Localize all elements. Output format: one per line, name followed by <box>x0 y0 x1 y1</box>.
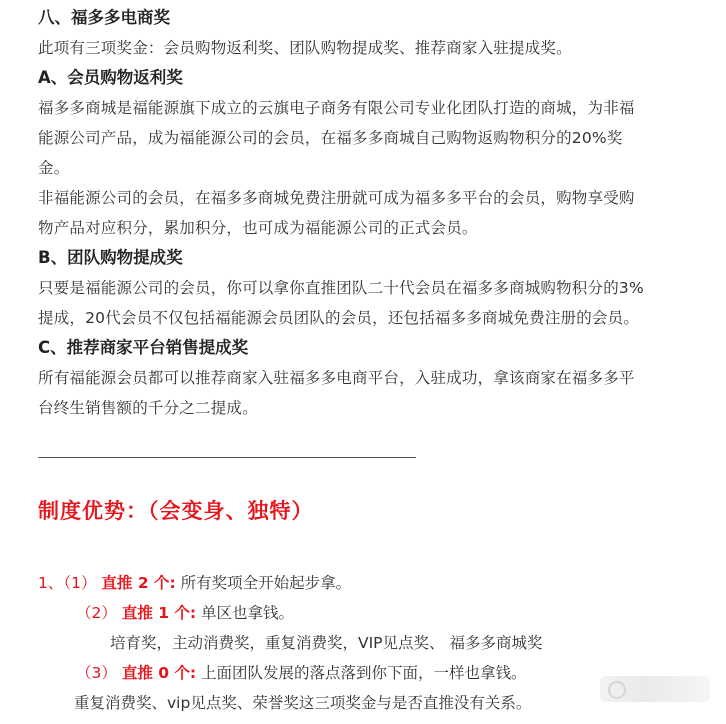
watermark-circle-icon <box>608 681 626 699</box>
item-3-text: 上面团队发展的落点落到你下面，一样也拿钱。 <box>201 664 527 682</box>
item-1-key: 直推 2 个: <box>101 574 176 592</box>
item-3-key: 直推 0 个: <box>121 664 197 682</box>
section-8-intro: 此项有三项奖金：会员购物返利奖、团队购物提成奖、推荐商家入驻提成奖。 <box>38 39 572 57</box>
blurred-watermark <box>600 676 710 702</box>
section-8-title: 八、福多多电商奖 <box>38 8 170 27</box>
item-2-number: （2） <box>76 604 117 622</box>
section-a-para2-line2: 物产品对应积分，累加积分，也可成为福能源公司的正式会员。 <box>38 219 478 237</box>
item-2-text: 单区也拿钱。 <box>201 604 295 622</box>
section-b-title: B、团队购物提成奖 <box>38 248 183 267</box>
section-c-line2: 台终生销售额的千分之二提成。 <box>38 399 258 417</box>
section-a-title: A、会员购物返利奖 <box>38 68 183 87</box>
advantage-title: 制度优势：（会变身、独特） <box>38 499 314 523</box>
item-2-key: 直推 1 个: <box>121 604 197 622</box>
section-a-para2-line1: 非福能源公司的会员，在福多多商城免费注册就可成为福多多平台的会员，购物享受购 <box>38 189 635 207</box>
section-a-para1-line3: 金。 <box>38 159 70 177</box>
item-1-number: 1、（1） <box>38 574 97 592</box>
article-content <box>38 0 708 718</box>
advantage-item-1 <box>38 568 708 598</box>
divider-line <box>38 457 416 458</box>
advantage-item-2-sub: 培育奖，主动消费奖，重复消费奖，VIP见点奖、 福多多商城奖 <box>110 634 543 652</box>
section-c-title: C、推荐商家平台销售提成奖 <box>38 338 249 357</box>
section-b-line2: 提成，20代会员不仅包括福能源会员团队的会员，还包括福多多商城免费注册的会员。 <box>38 309 640 327</box>
item-3-number: （3） <box>76 664 117 682</box>
section-b-line1: 只要是福能源公司的会员，你可以拿你直推团队二十代会员在福多多商城购物积分的3% <box>38 279 644 297</box>
advantage-footer: 重复消费奖、vip见点奖、荣誉奖这三项奖金与是否直推没有关系。 <box>74 694 532 712</box>
section-a-para1-line1: 福多多商城是福能源旗下成立的云旗电子商务有限公司专业化团队打造的商城，为非福 <box>38 99 635 117</box>
advantage-item-2 <box>38 598 708 628</box>
item-1-text: 所有奖项全开始起步拿。 <box>180 574 352 592</box>
section-a-para1-line2: 能源公司产品，成为福能源公司的会员，在福多多商城自己购物返购物积分的20%奖 <box>38 129 623 147</box>
section-c-line1: 所有福能源会员都可以推荐商家入驻福多多电商平台，入驻成功，拿该商家在福多多平 <box>38 369 635 387</box>
